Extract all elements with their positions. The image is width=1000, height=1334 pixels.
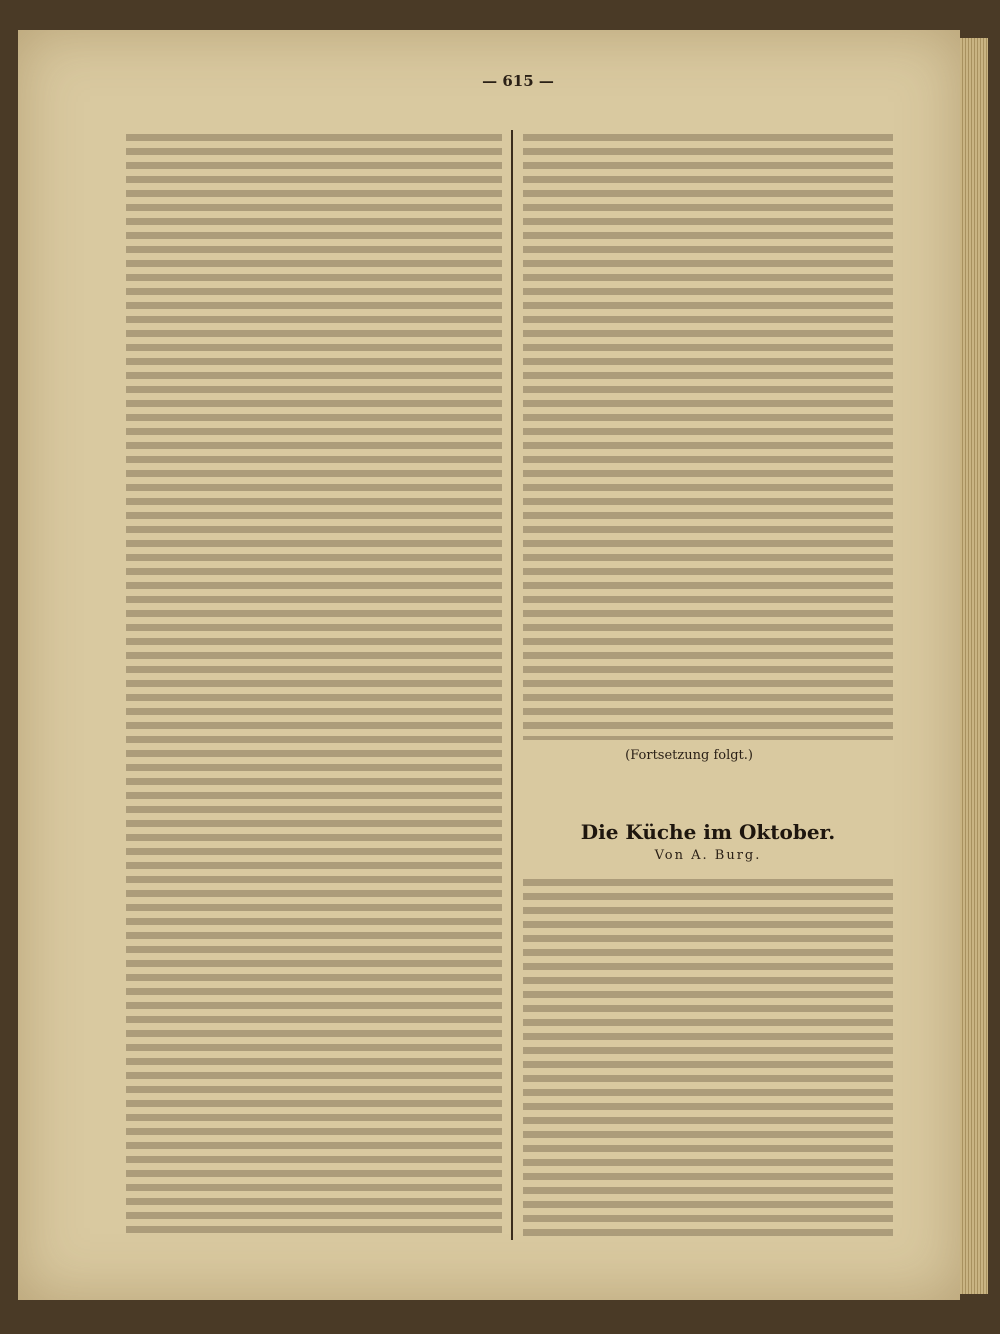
article-title: Die Küche im Oktober. bbox=[580, 820, 836, 844]
left-column-body bbox=[126, 130, 502, 1240]
article-byline: Von A. Burg. bbox=[654, 848, 762, 863]
story-continuation-body bbox=[523, 130, 893, 740]
column-divider bbox=[511, 130, 513, 1240]
page-number: — 615 — bbox=[482, 72, 554, 90]
continuation-note: (Fortsetzung folgt.) bbox=[625, 748, 753, 763]
page-edges bbox=[960, 38, 988, 1294]
article-body bbox=[523, 875, 893, 1240]
right-column bbox=[523, 130, 893, 1240]
newspaper-page bbox=[18, 30, 960, 1300]
left-column bbox=[126, 130, 502, 1240]
